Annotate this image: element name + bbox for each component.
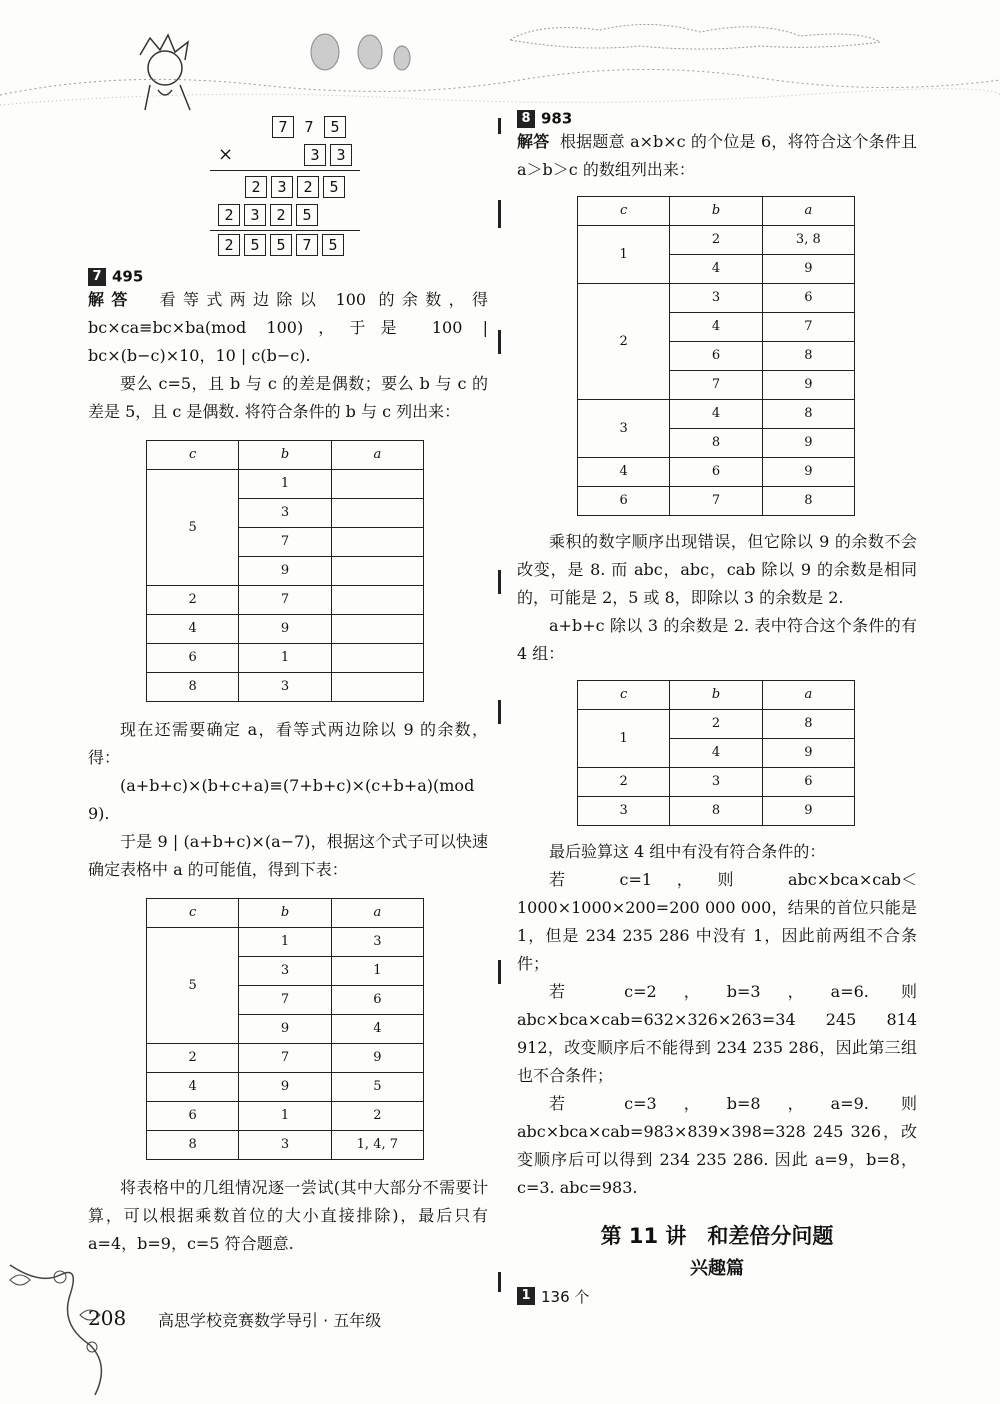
table-row (578, 283, 855, 312)
digit-box: 5 (244, 234, 266, 256)
table-cell-c: 5 (147, 927, 239, 1043)
digit-box: 5 (296, 204, 318, 226)
table-cell-b: 2 (670, 709, 762, 738)
table-cell-c: 3 (578, 796, 670, 825)
table-cell-b: 2 (670, 225, 762, 254)
mult-row-2 (302, 144, 354, 166)
table-cell-c: 5 (147, 469, 239, 585)
table-cell-b: 8 (670, 428, 762, 457)
table-cell-b: 3 (239, 956, 331, 985)
q7-answer: 495 (112, 267, 144, 286)
trees-illustration (311, 34, 410, 70)
table-cell-b: 3 (239, 1130, 331, 1159)
lecture-title: 第 11 讲 和差倍分问题 (600, 1223, 834, 1248)
table-cell-b: 7 (239, 985, 331, 1014)
q7-para-6: 将表格中的几组情况逐一尝试(其中大部分不需要计算，可以根据乘数首位的大小直接排除)，最后只有 a=4，b=9，c=5 符合题意. (88, 1177, 488, 1253)
table-cell-c: 2 (147, 585, 239, 614)
table-cell-b: 7 (239, 527, 331, 556)
table-row (147, 1043, 424, 1072)
table-cell-b: 7 (239, 585, 331, 614)
table-cell-a (331, 469, 423, 498)
table-cell-b: 9 (239, 1014, 331, 1043)
table-cell-a: 9 (331, 1043, 423, 1072)
digit-box: 3 (244, 204, 266, 226)
q1-answer: 136 个 (541, 1287, 590, 1306)
table-cell-a: 8 (762, 486, 854, 515)
table-cell-a: 7 (762, 312, 854, 341)
table-cell-c: 4 (578, 457, 670, 486)
table-header-cell: a (762, 680, 854, 709)
q1-header (517, 1286, 917, 1307)
table-header-cell: c (147, 898, 239, 927)
question-number-badge: 7 (88, 268, 106, 286)
table-cell-c: 2 (578, 767, 670, 796)
answer-label: 解答 (517, 131, 550, 151)
table-header-row (578, 680, 855, 709)
table-cell-c: 1 (578, 225, 670, 283)
mult-row-1 (270, 116, 348, 138)
table-cell-b: 1 (239, 643, 331, 672)
digit-box: 5 (323, 176, 345, 198)
column-divider (498, 960, 501, 984)
table-header-cell: a (331, 440, 423, 469)
table-row (578, 225, 855, 254)
table-row (147, 1072, 424, 1101)
table-cell-b: 6 (670, 341, 762, 370)
table-cell-b: 1 (239, 469, 331, 498)
times-sign: × (218, 144, 234, 165)
table-header-cell: a (331, 898, 423, 927)
table-cell-a (331, 556, 423, 585)
table-cell-b: 9 (239, 1072, 331, 1101)
table-cell-b: 3 (239, 672, 331, 701)
table-cell-a: 5 (331, 1072, 423, 1101)
table-cell-a: 9 (762, 457, 854, 486)
digit-box: 2 (297, 176, 319, 198)
table-cell-b: 3 (239, 498, 331, 527)
rule-line (210, 230, 360, 231)
table-header-row (578, 196, 855, 225)
table-row (147, 585, 424, 614)
right-column (517, 108, 917, 1307)
q8-answer: 983 (541, 109, 573, 128)
q8-header (517, 108, 917, 128)
header-decoration (0, 0, 1000, 120)
q7-para-5: 于是 9 | (a+b+c)×(a−7)，根据这个式子可以快速确定表格中 a 的可能值，得到下表： (88, 831, 488, 879)
table-row (578, 709, 855, 738)
q7-table-1 (146, 440, 424, 702)
table-cell-a: 6 (762, 767, 854, 796)
table-cell-a: 6 (331, 985, 423, 1014)
table-cell-a: 8 (762, 709, 854, 738)
table-cell-b: 7 (670, 486, 762, 515)
column-divider (498, 570, 501, 594)
q8-para-6: 若 c=2，b=3，a=6. 则 abc×bca×cab=632×326×263=34 245 814 912，改变顺序后不能得到 234 235 286，因此第三组也不合条件； (517, 981, 917, 1085)
table-cell-c: 6 (147, 643, 239, 672)
table-cell-c: 4 (147, 1072, 239, 1101)
table-cell-b: 7 (670, 370, 762, 399)
table-row (578, 399, 855, 428)
table-row (147, 614, 424, 643)
table-cell-a: 9 (762, 254, 854, 283)
table-header-cell: a (762, 196, 854, 225)
table-header-row (147, 898, 424, 927)
table-cell-a (331, 614, 423, 643)
digit-box: 3 (304, 144, 326, 166)
table-cell-b: 4 (670, 738, 762, 767)
table-cell-a: 8 (762, 341, 854, 370)
q8-para-1 (517, 128, 917, 184)
mult-row-4 (216, 204, 320, 226)
digit-box: 2 (245, 176, 267, 198)
column-divider (498, 118, 501, 134)
multiplication-layout (88, 108, 488, 260)
table-row (147, 927, 424, 956)
table-row (147, 469, 424, 498)
digit-box: 5 (322, 234, 344, 256)
q8-para-4: 最后验算这 4 组中有没有符合条件的： (549, 841, 826, 861)
digit-box: 7 (272, 116, 294, 138)
table-cell-b: 3 (670, 767, 762, 796)
table-cell-c: 6 (578, 486, 670, 515)
table-cell-c: 6 (147, 1101, 239, 1130)
q8-para-7: 若 c=3，b=8，a=9. 则 abc×bca×cab=983×839×398=328 245 326，改变顺序后可以得到 234 235 286. 因此 a=9，b=8，c=3. abc=983. (517, 1093, 917, 1197)
table-cell-c: 4 (147, 614, 239, 643)
q7-table-2 (146, 898, 424, 1160)
table-row (578, 796, 855, 825)
book-title: 高思学校竞赛数学导引 · 五年级 (158, 1311, 382, 1330)
mult-row-3 (243, 176, 347, 198)
page-number: 208 (88, 1306, 127, 1330)
cloud-illustration (510, 24, 880, 49)
table-cell-b: 4 (670, 254, 762, 283)
question-number-badge: 1 (517, 1287, 535, 1305)
q8-para-2: 乘积的数字顺序出现错误，但它除以 9 的余数不会改变，是 8. 而 abc，abc，cab 除以 9 的余数是相同的，可能是 2，5 或 8，即除以 3 的余数是 2. (517, 531, 917, 607)
table-cell-a: 4 (331, 1014, 423, 1043)
table-cell-c: 8 (147, 1130, 239, 1159)
digit-box: 5 (270, 234, 292, 256)
mult-row-5 (216, 234, 346, 256)
table-cell-b: 4 (670, 312, 762, 341)
table-cell-a: 8 (762, 399, 854, 428)
table-row (147, 1101, 424, 1130)
table-row (578, 457, 855, 486)
table-header-cell: b (239, 898, 331, 927)
table-cell-a (331, 498, 423, 527)
table-cell-c: 1 (578, 709, 670, 767)
table-header-cell: b (239, 440, 331, 469)
left-column (88, 108, 488, 1258)
column-divider (498, 1272, 501, 1292)
digit-box: 7 (296, 234, 318, 256)
table-cell-b: 1 (239, 927, 331, 956)
column-divider (498, 700, 501, 724)
q7-header (88, 266, 488, 286)
digit-box: 2 (270, 204, 292, 226)
column-divider (498, 330, 501, 354)
table-row (147, 672, 424, 701)
table-header-row (147, 440, 424, 469)
table-row (147, 643, 424, 672)
table-cell-b: 9 (239, 614, 331, 643)
table-cell-a: 9 (762, 370, 854, 399)
table-cell-c: 8 (147, 672, 239, 701)
q8-table-1 (577, 196, 855, 516)
q7-para-1 (88, 286, 488, 370)
table-cell-a: 1, 4, 7 (331, 1130, 423, 1159)
table-cell-b: 6 (670, 457, 762, 486)
q8-table-2 (577, 680, 855, 826)
table-header-cell: c (578, 196, 670, 225)
table-cell-b: 9 (239, 556, 331, 585)
table-cell-a: 2 (331, 1101, 423, 1130)
table-cell-b: 8 (670, 796, 762, 825)
rule-line (210, 170, 360, 171)
table-cell-c: 2 (578, 283, 670, 399)
table-cell-b: 4 (670, 399, 762, 428)
table-cell-a: 6 (762, 283, 854, 312)
table-cell-a: 9 (762, 428, 854, 457)
digit: 7 (304, 118, 314, 136)
table-header-cell: b (670, 196, 762, 225)
table-cell-c: 3 (578, 399, 670, 457)
table-row (578, 486, 855, 515)
table-cell-a (331, 643, 423, 672)
question-number-badge: 8 (517, 110, 535, 128)
table-cell-c: 2 (147, 1043, 239, 1072)
table-cell-a (331, 672, 423, 701)
q7-text-1: 看等式两边除以 100 的余数，得bc×ca≡bc×ba(mod 100)，于是 100 | bc×(b−c)×10，10 | c(b−c). (88, 289, 488, 365)
table-header-cell: b (670, 680, 762, 709)
answer-label: 解答 (88, 289, 135, 309)
q7-para-4: (a+b+c)×(b+c+a)≡(7+b+c)×(c+b+a)(mod 9). (88, 775, 475, 823)
digit-box: 2 (218, 204, 240, 226)
table-cell-a: 3, 8 (762, 225, 854, 254)
q7-para-2: 要么 c=5，且 b 与 c 的差是偶数；要么 b 与 c 的差是 5，且 c 是偶数. 将符合条件的 b 与 c 列出来： (88, 373, 488, 421)
digit-box: 2 (218, 234, 240, 256)
digit-box: 5 (324, 116, 346, 138)
q7-para-3: 现在还需要确定 a，看等式两边除以 9 的余数，得： (88, 719, 488, 767)
table-cell-a: 3 (331, 927, 423, 956)
q8-text-1: 根据题意 a×b×c 的个位是 6，将符合这个条件且 a＞b＞c 的数组列出来： (517, 131, 917, 179)
table-cell-a (331, 585, 423, 614)
column-divider (498, 200, 501, 228)
table-cell-a: 9 (762, 738, 854, 767)
table-cell-b: 3 (670, 283, 762, 312)
table-header-cell: c (578, 680, 670, 709)
digit-box: 3 (271, 176, 293, 198)
digit-box: 3 (330, 144, 352, 166)
lecture-subtitle: 兴趣篇 (690, 1257, 744, 1279)
table-row (578, 767, 855, 796)
table-row (147, 1130, 424, 1159)
table-cell-b: 1 (239, 1101, 331, 1130)
q8-para-5: 若 c=1，则 abc×bca×cab＜1000×1000×200=200 000 000，结果的首位只能是 1，但是 234 235 286 中没有 1，因此前两组不合条件； (517, 869, 917, 973)
table-header-cell: c (147, 440, 239, 469)
table-cell-a (331, 527, 423, 556)
q8-para-3: a+b+c 除以 3 的余数是 2. 表中符合这个条件的有 4 组： (517, 615, 917, 663)
table-cell-b: 7 (239, 1043, 331, 1072)
boy-illustration (140, 35, 190, 110)
table-cell-a: 1 (331, 956, 423, 985)
table-cell-a: 9 (762, 796, 854, 825)
